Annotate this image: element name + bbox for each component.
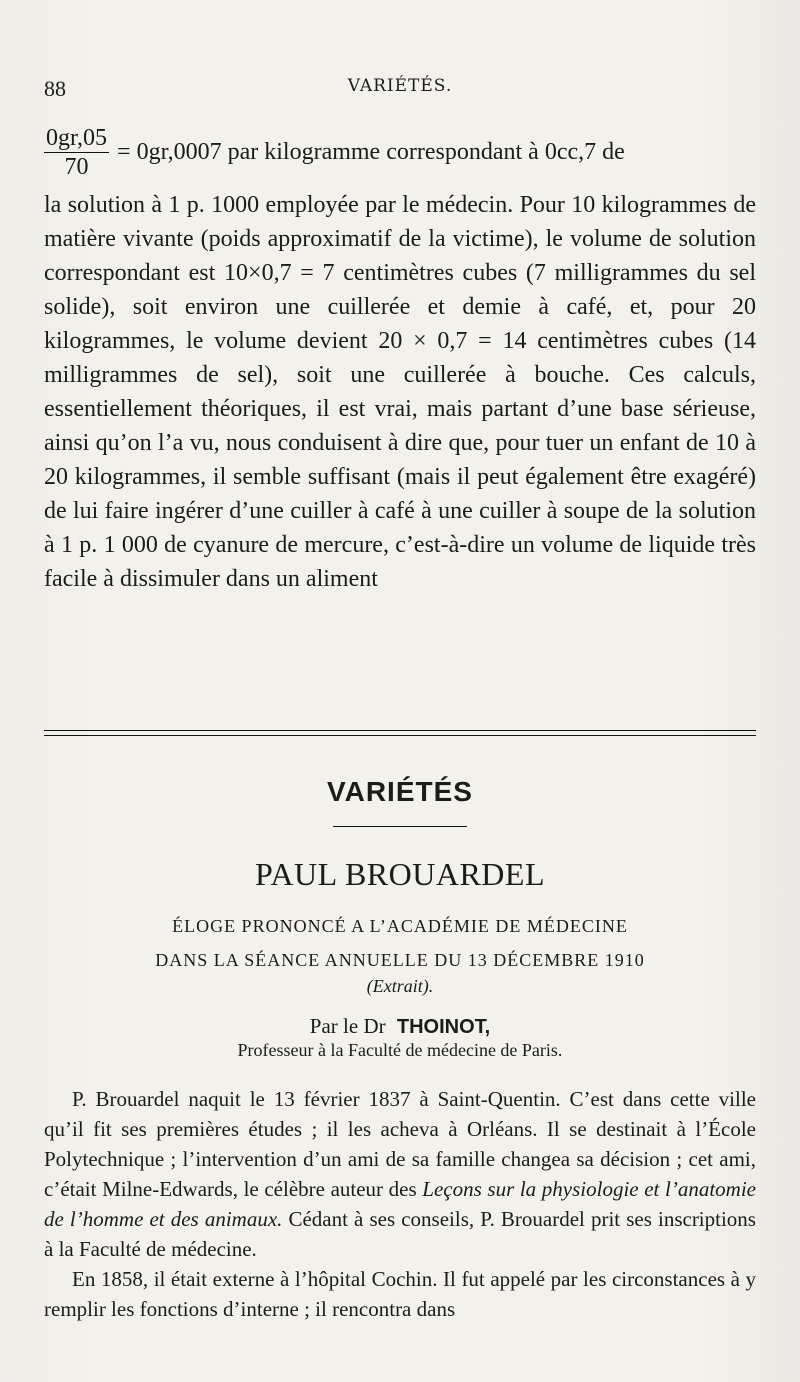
paragraph-1-part-1: P. Brouardel naquit le 13 février 1837 à Saint-Quentin. C’est dans cette ville qu’il fit ses premières études ; il les acheva à Orléans. Il se destinait à l’École Polytechnique ; l’intervention d’un ami de sa famille changea sa décision ; cet ami, c’était Milne-Edwards, le célèbre auteur des	[44, 1087, 756, 1201]
fraction	[44, 126, 109, 179]
page-number: 88	[44, 76, 66, 101]
running-head: VARIÉTÉS.	[347, 76, 453, 96]
paragraph-2: En 1858, il était externe à l’hôpital Cochin. Il fut appelé par les circonstances à y remplir les fonctions d’interne ; il rencontra dans	[44, 1267, 756, 1321]
section-divider-bottom	[44, 735, 756, 736]
fraction-numerator: 0gr,05	[46, 124, 108, 151]
paragraph-1-part-2: Cédant à ses conseils, P. Brouardel prit ses inscriptions à la Faculté de médecine.	[44, 1207, 756, 1261]
author-name: THOINOT,	[396, 1016, 491, 1038]
section-title: VARIÉTÉS	[327, 776, 473, 807]
formula-line	[44, 124, 756, 180]
continuation-text	[44, 124, 756, 596]
formula-tail: = 0gr,0007 par kilogramme correspondant à 0cc,7 de	[117, 139, 625, 165]
subtitle-line-2: DANS LA SÉANCE ANNUELLE DU 13 DÉCEMBRE 1910	[155, 950, 645, 970]
continuation-paragraph: la solution à 1 p. 1000 employée par le médecin. Pour 10 kilogrammes de matière vivante (poids approximatif de la victime), le volume de solution correspondant est 10×0,7 = 7 centimètres cubes (7 milligrammes du sel solide), soit environ une cuillerée et demie à café, et, pour 20 kilogrammes, le volume devient 20 × 0,7 = 14 centimètres cubes (14 milligrammes de sel), soit une cuillerée à bouche. Ces calculs, essentiellement théoriques, il est vrai, mais partant d’une base sérieuse, ainsi qu’on l’a vu, nous conduisent à dire que, pour tuer un enfant de 10 à 20 kilogrammes, il semble suffisant (mais il peut également être exagéré) de lui faire ingérer d’une cuiller à café à une cuiller à soupe de la solution à 1 p. 1 000 de cyanure de mercure, c’est-à-dire un volume de liquide très facile à dissimuler dans un aliment	[44, 192, 756, 592]
article-title: PAUL BROUARDEL	[255, 856, 545, 892]
paragraph-1	[44, 1084, 756, 1264]
author-line	[0, 1014, 800, 1039]
article-body	[44, 1084, 756, 1324]
page-header	[44, 76, 756, 106]
author-prefix: Par le Dr	[309, 1014, 386, 1038]
extract-note: (Extrait).	[366, 976, 434, 996]
author-affiliation: Professeur à la Faculté de médecine de Paris.	[237, 1040, 563, 1060]
subtitle-line-1: ÉLOGE PRONONCÉ A L’ACADÉMIE DE MÉDECINE	[172, 916, 628, 936]
section-divider-top	[44, 730, 756, 731]
title-rule	[333, 826, 467, 827]
fraction-denominator: 70	[64, 153, 89, 180]
paragraph-1-italic: Leçons sur la physiologie et l’anatomie de l’homme et des animaux.	[44, 1177, 756, 1231]
